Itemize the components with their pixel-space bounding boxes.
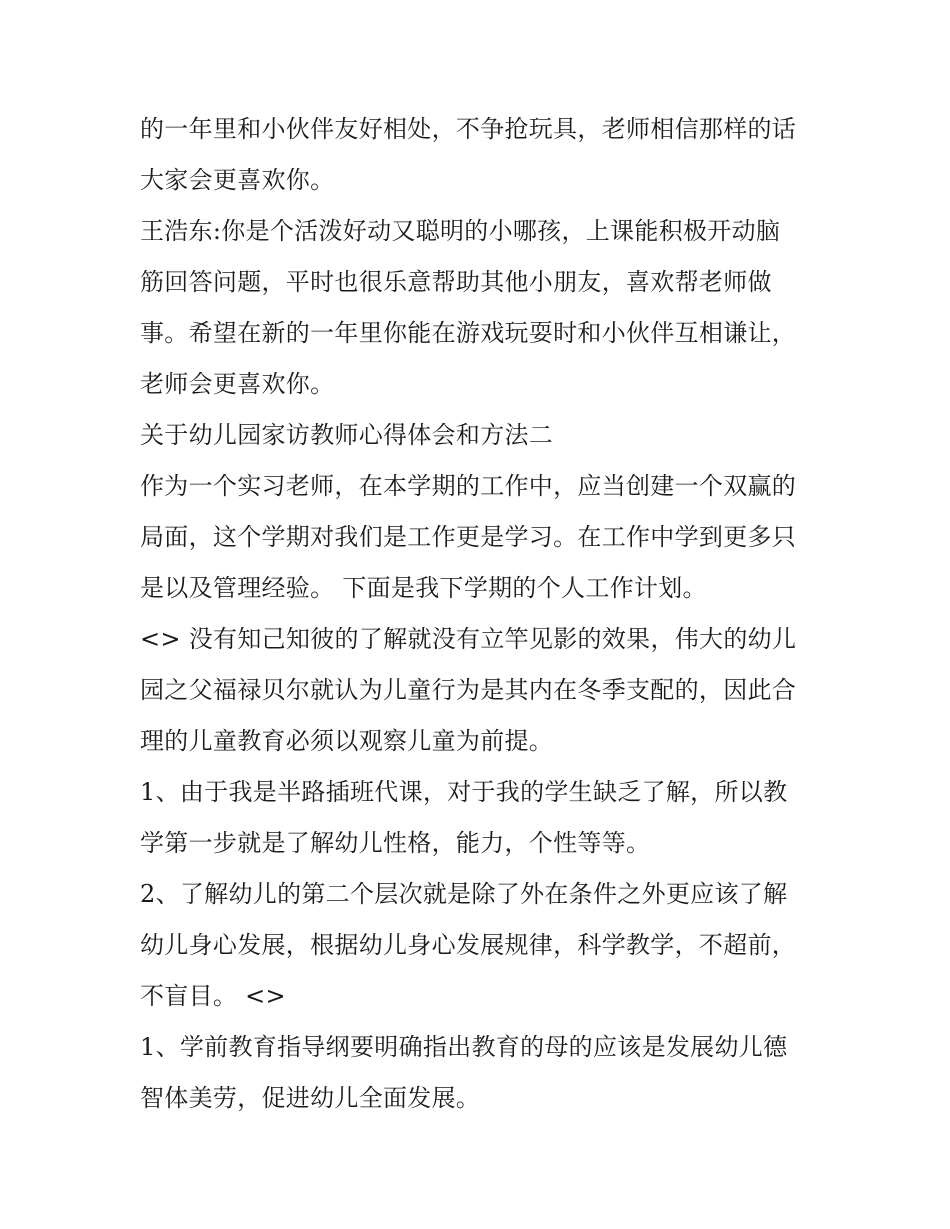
text-line: 局面，这个学期对我们是工作更是学习。在工作中学到更多只 <box>140 523 797 551</box>
text-line: 老师会更喜欢你。 <box>140 370 335 398</box>
text-line: 事。希望在新的一年里你能在游戏玩耍时和小伙伴互相谦让， <box>140 319 797 347</box>
list-item-line: 2、了解幼儿的第二个层次就是除了外在条件之外更应该了解 <box>140 880 788 908</box>
document-body <box>140 104 812 1124</box>
text-line: 理的儿童教育必须以观察儿童为前提。 <box>140 727 554 755</box>
list-item-line: 智体美劳，促进幼儿全面发展。 <box>140 1084 481 1112</box>
text-line: 作为一个实习老师，在本学期的工作中，应当创建一个双赢的 <box>140 472 797 500</box>
list-item-line: 1、学前教育指导纲要明确指出教育的母的应该是发展幼儿德 <box>140 1033 788 1061</box>
list-item-line: 1、由于我是半路插班代课，对于我的学生缺乏了解，所以教 <box>140 778 788 806</box>
text-line: 园之父福禄贝尔就认为儿童行为是其内在冬季支配的，因此合 <box>140 676 797 704</box>
text-line: 大家会更喜欢你。 <box>140 166 335 194</box>
text-line: 王浩东:你是个活泼好动又聪明的小哪孩，上课能积极开动脑 <box>140 217 781 245</box>
list-item-line: 幼儿身心发展，根据幼儿身心发展规律，科学教学，不超前， <box>140 931 797 959</box>
text-line: <> 没有知己知彼的了解就没有立竿见影的效果，伟大的幼儿 <box>140 625 797 653</box>
list-item-line: 不盲目。 <> <box>140 982 286 1010</box>
list-item-line: 学第一步就是了解幼儿性格，能力，个性等等。 <box>140 829 651 857</box>
text-line: 的一年里和小伙伴友好相处，不争抢玩具，老师相信那样的话 <box>140 115 797 143</box>
section-heading: 关于幼儿园家访教师心得体会和方法二 <box>140 421 554 449</box>
text-line: 筋回答问题，平时也很乐意帮助其他小朋友，喜欢帮老师做 <box>140 268 772 296</box>
text-line: 是以及管理经验。 下面是我下学期的个人工作计划。 <box>140 574 707 602</box>
